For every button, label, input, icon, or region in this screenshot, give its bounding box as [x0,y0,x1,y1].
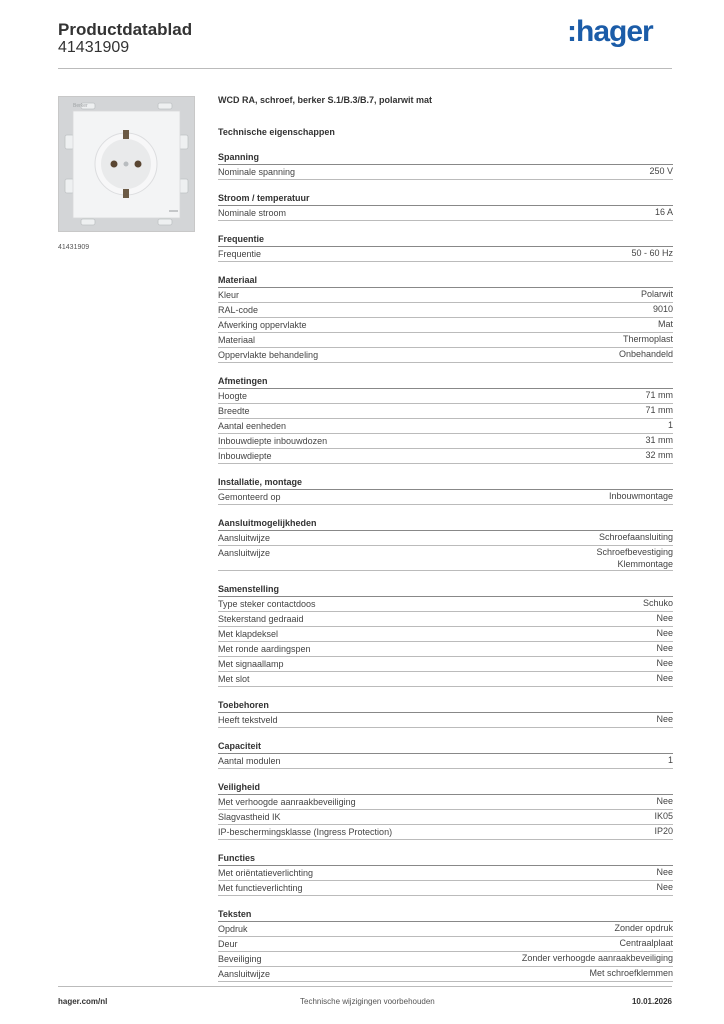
spec-section [218,698,673,728]
spec-value-line: 71 mm [645,405,673,415]
spec-row [218,206,673,221]
section-title: Materiaal [218,273,673,288]
spec-value-line: Nee [656,643,673,653]
spec-value-line: Schroefbevestiging [596,547,673,557]
image-caption: 41431909 [58,244,90,251]
spec-value-line: Mat [657,319,673,329]
section-title: Stroom / temperatuur [218,191,673,206]
spec-value [668,754,673,768]
spec-value [649,165,673,179]
spec-label: Met klapdeksel [218,629,279,639]
section-title: Veiligheid [218,780,673,795]
section-title: Teksten [218,907,673,922]
spec-section [218,582,673,687]
spec-label: Deur [218,939,238,949]
spec-label: Kleur [218,290,240,300]
section-title: Samenstelling [218,582,673,597]
spec-row [218,404,673,419]
spec-row [218,318,673,333]
spec-value-line: Schuko [642,598,673,608]
spec-label: Aansluitwijze [218,548,271,558]
section-title: Toebehoren [218,698,673,713]
spec-value [656,881,673,895]
spec-row [218,866,673,881]
spec-value-line: Zonder verhoogde aanraakbeveiliging [521,953,673,963]
spec-value-line: 16 A [654,207,673,217]
spec-value [614,922,673,936]
spec-value-line: Nee [656,714,673,724]
spec-row [218,672,673,687]
spec-value [656,866,673,880]
spec-row [218,825,673,840]
spec-label: Met ronde aardingspen [218,644,311,654]
header-divider [58,68,672,69]
spec-value [656,612,673,626]
spec-section [218,191,673,221]
product-title: WCD RA, schroef, berker S.1/B.3/B.7, polarwit mat [218,95,433,105]
spec-value-line: Nee [656,796,673,806]
spec-value-line: 9010 [652,304,673,314]
spec-row [218,612,673,627]
spec-value [623,333,673,347]
footer-divider [58,986,672,987]
spec-section [218,273,673,363]
spec-label: RAL-code [218,305,259,315]
spec-row [218,657,673,672]
spec-value-line: 1 [667,420,673,430]
spec-row [218,810,673,825]
spec-value [619,348,673,362]
spec-section [218,516,673,571]
spec-value [656,795,673,809]
spec-value-line: Centraalplaat [619,938,673,948]
page-title: Productdatablad [58,20,193,39]
spec-label: Slagvastheid IK [218,812,281,822]
spec-value [656,672,673,686]
spec-value-line: 50 - 60 Hz [631,248,673,258]
spec-label: Hoogte [218,391,248,401]
spec-row [218,546,673,571]
spec-value-line: 32 mm [645,450,673,460]
spec-value-line: Inbouwmontage [608,491,673,501]
spec-value-line: 250 V [649,166,673,176]
spec-value [522,952,673,966]
spec-row [218,937,673,952]
spec-row [218,449,673,464]
embossed-text: Berker [73,103,88,109]
spec-label: Aantal eenheden [218,421,287,431]
spec-value [656,713,673,727]
spec-value-line: 1 [667,755,673,765]
product-code: 41431909 [58,39,130,56]
spec-value [658,318,673,332]
section-title: Installatie, montage [218,475,673,490]
spec-label: Materiaal [218,335,256,345]
spec-label: Heeft tekstveld [218,715,278,725]
footer-website: hager.com/nl [58,997,108,1006]
spec-value [589,967,673,981]
spec-value [645,389,673,403]
spec-row [218,348,673,363]
spec-label: Met verhoogde aanraakbeveiliging [218,797,356,807]
spec-value [654,810,673,824]
spec-label: Inbouwdiepte inbouwdozen [218,436,328,446]
spec-label: Type steker contactdoos [218,599,316,609]
spec-row [218,531,673,546]
spec-value-line: Met schroefklemmen [589,968,673,978]
spec-row [218,165,673,180]
spec-row [218,881,673,896]
spec-section [218,232,673,262]
spec-section [218,150,673,180]
spec-row [218,642,673,657]
spec-label: Aantal modulen [218,756,281,766]
spec-value-line: 71 mm [645,390,673,400]
spec-value-line: IK05 [654,811,673,821]
spec-sections [218,150,673,982]
specifications-panel [218,92,673,982]
spec-row [218,303,673,318]
spec-value-line: Thermoplast [622,334,673,344]
spec-value-line: Nee [656,658,673,668]
spec-label: Met functieverlichting [218,883,303,893]
section-title: Aansluitmogelijkheden [218,516,673,531]
spec-row [218,952,673,967]
spec-label: Gemonteerd op [218,492,281,502]
hager-logo: :hager [567,15,653,48]
spec-value [645,449,673,463]
section-title: Capaciteit [218,739,673,754]
spec-label: Stekerstand gedraaid [218,614,304,624]
spec-value-line: Nee [656,613,673,623]
spec-section [218,907,673,982]
spec-value [619,937,673,951]
spec-value [645,434,673,448]
spec-value-line: Nee [656,882,673,892]
spec-label: Met signaallamp [218,659,284,669]
spec-label: Frequentie [218,249,262,259]
spec-value [645,404,673,418]
spec-value [631,247,673,261]
spec-row [218,597,673,612]
spec-row [218,247,673,262]
spec-label: Met oriëntatieverlichting [218,868,314,878]
spec-value [596,546,673,570]
section-title: Afmetingen [218,374,673,389]
spec-row [218,434,673,449]
spec-value-line: Zonder opdruk [614,923,673,933]
spec-label: Met slot [218,674,250,684]
spec-label: Nominale spanning [218,167,296,177]
spec-label: Breedte [218,406,250,416]
spec-row [218,627,673,642]
spec-row [218,419,673,434]
spec-value-line: IP20 [654,826,673,836]
spec-value-line: 31 mm [645,435,673,445]
spec-label: Beveiliging [218,954,262,964]
specs-heading: Technische eigenschappen [218,127,335,137]
spec-row [218,922,673,937]
spec-section [218,374,673,464]
spec-label: Nominale stroom [218,208,287,218]
spec-section [218,851,673,896]
spec-row [218,967,673,982]
spec-label: IP-beschermingsklasse (Ingress Protection) [218,827,393,837]
spec-section [218,475,673,505]
spec-value-line: Nee [656,673,673,683]
spec-value-line: Nee [656,628,673,638]
spec-value-line: Polarwit [640,289,673,299]
spec-value [599,531,673,545]
spec-label: Aansluitwijze [218,533,271,543]
footer-disclaimer: Technische wijzigingen voorbehouden [300,997,435,1006]
spec-section [218,739,673,769]
spec-label: Opdruk [218,924,248,934]
section-title: Spanning [218,150,673,165]
section-title: Frequentie [218,232,673,247]
footer-date: 10.01.2026 [631,997,672,1006]
spec-section [218,780,673,840]
spec-row [218,389,673,404]
spec-label: Aansluitwijze [218,969,271,979]
spec-value [654,825,673,839]
spec-row [218,713,673,728]
product-image [58,96,195,232]
spec-row [218,795,673,810]
spec-value-line: Schroefaansluiting [598,532,673,542]
section-title: Functies [218,851,673,866]
spec-value-line: Klemmontage [617,559,673,569]
spec-row [218,490,673,505]
spec-value [668,419,673,433]
spec-label: Oppervlakte behandeling [218,350,319,360]
spec-label: Afwerking oppervlakte [218,320,307,330]
spec-value-line: Nee [656,867,673,877]
spec-value-line: Onbehandeld [618,349,673,359]
spec-value [641,288,673,302]
spec-value [643,597,673,611]
spec-value [656,642,673,656]
spec-label: Inbouwdiepte [218,451,272,461]
spec-value [656,657,673,671]
spec-value [656,627,673,641]
spec-row [218,333,673,348]
spec-row [218,754,673,769]
spec-value [653,303,673,317]
spec-value [609,490,673,504]
spec-value [655,206,673,220]
spec-row [218,288,673,303]
